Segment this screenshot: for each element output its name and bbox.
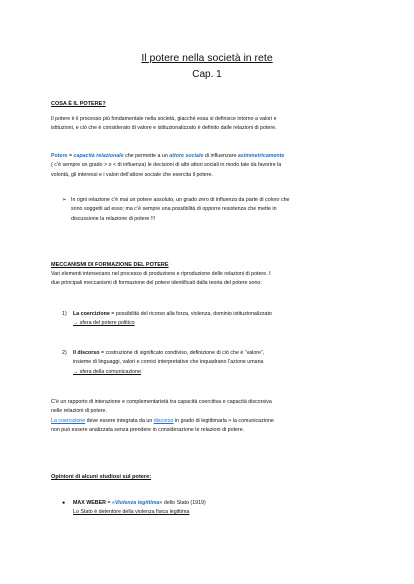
definition-line: volontà, gli interessi e i valori dell’attore sociale che esercita il potere. [51, 171, 213, 178]
highlight-term: La coercizione [51, 418, 86, 424]
quote-term: «Violenza legittima» [112, 500, 163, 506]
arrow-bullet-icon: ➢ [62, 197, 67, 203]
definition-line: ( c’è sempre un grado > o < di influenza) le decisioni di altri attori sociali in modo tale da favorire la [51, 162, 282, 169]
definition-label: Potere [51, 153, 68, 159]
list-item-text [73, 310, 395, 329]
section-heading-mechanisms [51, 261, 381, 270]
section-heading-text: COSA È IL POTERE? [51, 101, 106, 107]
list-arrow-line: → sfera del potere politico [73, 320, 135, 327]
paragraph-line: due principali meccanismi di formazione del potere identificati dalla teoria del potere sono: [51, 280, 262, 287]
list-text: = [105, 500, 113, 506]
list-line [73, 310, 395, 319]
list-item-text [73, 349, 395, 377]
bullet-text [71, 196, 393, 224]
list-term: La coercizione [73, 311, 110, 317]
section-heading-power [51, 100, 381, 109]
power-definition [51, 152, 381, 180]
list-term: Il discorso [73, 350, 100, 356]
section-heading-text: MECCANISMI DI FORMAZIONE DEL POTERE [51, 262, 169, 268]
author-name: MAX WEBER [73, 500, 106, 506]
definition-line [51, 152, 381, 161]
definition-term: asimmetricamente [237, 153, 285, 159]
paragraph-line [51, 417, 381, 426]
list-text: dello Stato (1919) [162, 500, 206, 506]
list-text: = costruzione di significato condiviso, definizione di ciò che è “valore”, [99, 350, 265, 356]
paragraph-line: Vari elementi intersecano nel processo di produzione e riproduzione delle relazioni di potere. I [51, 271, 271, 277]
paragraph-line: istituzioni, e ciò che è considerato di valore e istituzionalizzato è definito dalle relazioni di potere. [51, 125, 277, 132]
definition-text: che permette a un [123, 153, 170, 159]
list-line [73, 499, 395, 508]
list-text: = possibilità del ricorso alla forza, violenza, dominio istituzionalizzato [109, 311, 272, 317]
paragraph-interaction [51, 398, 381, 417]
list-line: Lo Stato è detentore della violenza fisica legittima [73, 509, 190, 516]
paragraph-line: nelle relazioni di potere. [51, 408, 107, 415]
section-heading-text: Opinioni di alcuni studiosi sul potere: [51, 474, 152, 480]
list-number: 1) [62, 311, 67, 317]
paragraph-line: C’è un rapporto di interazione e complementarietà tra capacità coercitiva e capacità discorsiva [51, 399, 272, 405]
bullet-line: discussione la relazione di potere !!! [71, 215, 156, 222]
page-subtitle: Cap. 1 [192, 69, 222, 80]
definition-text: di influenzare [203, 153, 238, 159]
bullet-line: sono soggetti ad esso; ma c’è sempre una possibilità di opporre resistenza che mette in [71, 206, 277, 213]
list-arrow-line: → sfera della comunicazione [73, 368, 142, 375]
bullet-line: In ogni relazione c’è mai un potere assoluto, un grado zero di influenza da parte di coloro che [71, 197, 290, 203]
bullet-dot-icon: ● [62, 500, 66, 506]
paragraph-intro [51, 115, 381, 134]
list-line [73, 349, 395, 358]
definition-term: attore sociale [169, 153, 204, 159]
paragraph-coercion-discourse [51, 417, 381, 436]
page-title: Il potere nella società in rete [141, 52, 273, 64]
paragraph-line: non può essere analizzata senza prendere in considerazione le relazioni di potere. [51, 427, 245, 434]
paragraph-text: deve essere integrata da un [85, 418, 154, 424]
definition-term: capacità relazionale [73, 153, 124, 159]
highlight-term: discorso [153, 418, 174, 424]
section-heading-opinions [51, 473, 381, 482]
paragraph-text: in grado di legittimarla > la comunicazione [173, 418, 274, 424]
list-number: 2) [62, 350, 67, 356]
list-item-text [73, 499, 395, 518]
paragraph-mechanisms [51, 270, 381, 289]
list-line: insieme di linguaggi, valori e cornici interpretative che inquadrano l’azione umana [73, 359, 264, 366]
paragraph-line: Il potere è il processo più fondamentale nella società, giacché essa si definisce intorno a valori e [51, 116, 277, 122]
definition-eq: = [67, 153, 74, 159]
